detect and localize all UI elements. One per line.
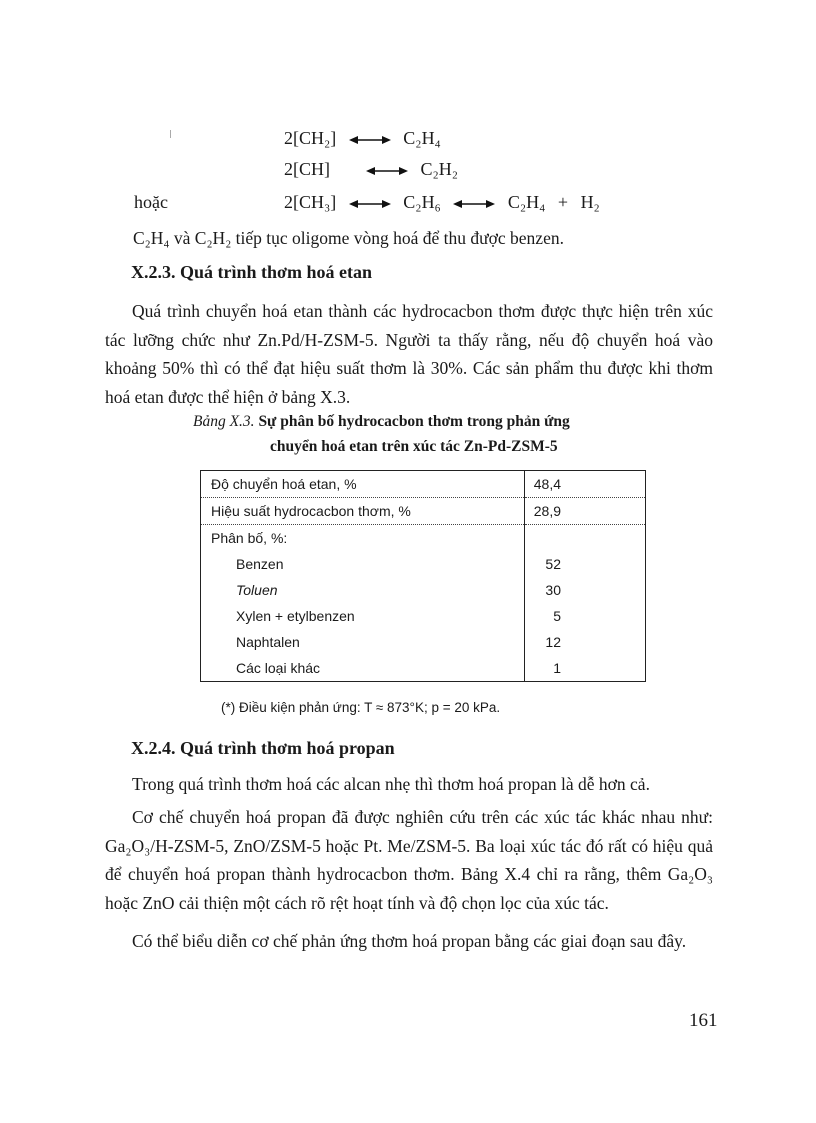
product-label: Xylen + etylbenzen: [201, 603, 525, 629]
product-label: Toluen: [201, 577, 525, 603]
product-value: 1: [525, 655, 646, 682]
double-arrow-icon: [453, 198, 495, 210]
distribution-header: Phân bố, %:: [201, 525, 525, 552]
page-number: 161: [689, 1010, 718, 1031]
section-heading-x224: X.2.4. Quá trình thơm hoá propan: [131, 738, 395, 758]
table-row: [201, 498, 646, 525]
product-label: Các loại khác: [201, 655, 525, 682]
equation-ch3: 2[CH₃] C₂H₆ C₂H₄ + H₂: [284, 192, 600, 212]
table-row: [201, 471, 646, 498]
product-value: 52: [525, 551, 646, 577]
section-heading-x223: X.2.3. Quá trình thơm hoá etan: [131, 262, 372, 282]
product-value: 30: [525, 577, 646, 603]
double-arrow-icon: [349, 134, 391, 146]
paragraph-propan-2: Cơ chế chuyển hoá propan đã được nghiên cứu trên các xúc tác khác nhau như: Ga₂O₃/H-ZSM-5, ZnO/ZSM-5 hoặc Pt. Me/ZSM-5. Ba loại xúc tác đó rất có hiệu quả để chuyển hoá propan thành hydrocacbon thơm. Bảng X.4 chỉ ra rằng, thêm Ga₂O₃ hoặc ZnO cải thiện một cách rõ rệt hoạt tính và độ chọn lọc của xúc tác.: [105, 807, 713, 913]
yield-label: Hiệu suất hydrocacbon thơm, %: [201, 498, 525, 525]
paragraph-etan: Quá trình chuyển hoá etan thành các hydrocacbon thơm được thực hiện trên xúc tác lưỡng chức như Zn.Pd/H-ZSM-5. Người ta thấy rằng, nếu độ chuyển hoá vào khoảng 50% thì có thể đạt hiệu suất thơm là 30%. Các sản phẩm thu được khi thơm hoá etan được thể hiện ở bảng X.3.: [105, 301, 713, 407]
table-row: [201, 577, 646, 603]
product-value: 5: [525, 603, 646, 629]
table-row: [201, 525, 646, 552]
paragraph-propan-1: Trong quá trình thơm hoá các alcan nhẹ thì thơm hoá propan là dễ hơn cả.: [132, 774, 650, 794]
table-footnote: (*) Điều kiện phản ứng: T ≈ 873°K; p = 20 kPa.: [221, 700, 501, 715]
conversion-value: 48,4: [525, 471, 646, 498]
double-arrow-icon: [366, 165, 408, 177]
scan-mark: [170, 130, 171, 138]
oligome-sentence: C₂H₄ và C₂H₂ tiếp tục oligome vòng hoá để thu được benzen.: [133, 228, 564, 248]
table-row: [201, 603, 646, 629]
distribution-table: [200, 470, 646, 682]
table-row: [201, 655, 646, 682]
table-row: [201, 551, 646, 577]
product-label: Naphtalen: [201, 629, 525, 655]
yield-value: 28,9: [525, 498, 646, 525]
equation-prefix: hoặc: [134, 192, 168, 212]
table-caption-line1: Bảng X.3. Sự phân bố hydrocacbon thơm trong phản ứng: [193, 413, 570, 430]
equation-ch2: 2[CH₂] C₂H₄: [284, 128, 441, 148]
paragraph-propan-3: Có thể biểu diễn cơ chế phản ứng thơm hoá propan bằng các giai đoạn sau đây.: [132, 931, 687, 951]
conversion-label: Độ chuyển hoá etan, %: [201, 471, 525, 498]
table-caption-line2: chuyển hoá etan trên xúc tác Zn-Pd-ZSM-5: [270, 438, 558, 455]
table-row: [201, 629, 646, 655]
double-arrow-icon: [349, 198, 391, 210]
product-label: Benzen: [201, 551, 525, 577]
product-value: 12: [525, 629, 646, 655]
equation-ch: 2[CH] C₂H₂: [284, 159, 459, 179]
